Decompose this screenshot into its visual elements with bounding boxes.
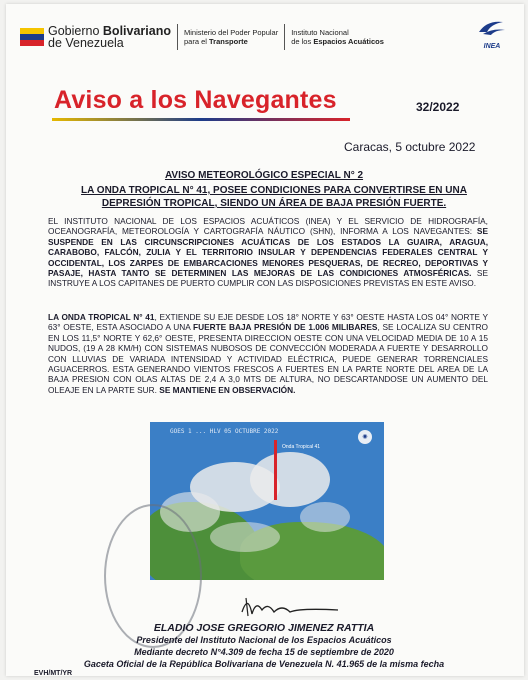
paragraph-2: LA ONDA TROPICAL N° 41, EXTIENDE SU EJE DESDE LOS 18° NORTE Y 63° OESTE HASTA LOS 04° NORTE Y 63° OESTE, ESTA ASOCIADO A UNA FUERTE BAJA PRESIÓN DE 1.006 MILIBARES, SE LOCALIZA SU CENTRO EN LOS 11,5° NORTE Y 62,6° OESTE, PRESENTA DIRECCION OESTE CON UNA VELOCIDAD MEDIA DE 10 A 15 NUDOS, (19 A 28 KM/H) CON SISTEMAS NUBOSOS DE CONVECCIÓN MODERADA A FUERTE Y DESARROLLO CON LLUVIAS DE VARIADA INTENSIDAD Y ACTIVIDAD ELÉCTRICA, PUEDE GENERAR TORRENCIALES AGUACERROS. ESTA GENERANDO VIENTOS FRESCOS A FUERTES EN LA PARTE NORTE DEL AREA DE LA BAJA PRESION CON OLAS ALTAS DE 2,4 A 3,0 MTS DE ALTURA, NO DESCARTANDOSE UN AUMENTO DEL OLEAJE EN LA PARTE SUR. SE MANTIENE EN OBSERVACIÓN.	[48, 312, 489, 395]
institute-name: Instituto Nacional de los Espacios Acuáticos	[291, 28, 384, 46]
map-cloud	[250, 452, 330, 507]
title-underline	[52, 118, 350, 121]
signature-icon	[238, 590, 344, 620]
tropical-wave-axis	[274, 440, 277, 500]
map-cloud	[300, 502, 350, 532]
venezuela-flag-icon	[20, 28, 44, 46]
notice-subtitle: AVISO METEOROLÓGICO ESPECIAL N° 2	[164, 170, 364, 181]
header-divider	[284, 24, 285, 50]
decree-reference: Mediante decreto N°4.309 de fecha 15 de septiembre de 2020	[134, 647, 394, 657]
ministry-name: Ministerio del Poder Popular para el Transporte	[183, 28, 279, 46]
signer-name: ELADIO JOSE GREGORIO JIMENEZ RATTIA	[153, 622, 375, 634]
notice-date: Caracas, 5 octubre 2022	[344, 140, 476, 154]
notice-number: 32/2022	[416, 100, 460, 114]
map-caption: GOES 1 ... HLV 05 OCTUBRE 2022	[170, 428, 279, 435]
gobierno-name: Gobierno Bolivariano de Venezuela	[48, 24, 171, 50]
document-title: Aviso a los Navegantes	[54, 86, 337, 114]
document-page	[6, 4, 524, 676]
signer-title: Presidente del Instituto Nacional de los Espacios Acuáticos	[136, 635, 392, 645]
letterhead	[20, 18, 510, 56]
map-label: Onda Tropical 41	[282, 444, 321, 450]
inea-logo: INEA	[474, 18, 510, 50]
header-divider	[177, 24, 178, 50]
initials-reference: EVH/MT/YR	[34, 670, 73, 677]
notice-headline: LA ONDA TROPICAL N° 41, POSEE CONDICIONES PARA CONVERTIRSE EN UNA DEPRESIÓN TROPICAL, SIENDO UN ÁREA DE BAJA PRESIÓN FUERTE.	[81, 185, 467, 209]
map-cloud	[210, 522, 280, 552]
shn-logo-icon: ◉	[358, 430, 372, 444]
gaceta-reference: Gaceta Oficial de la República Bolivariana de Venezuela N. 41.965 de la misma fecha	[83, 659, 445, 669]
inea-wave-icon	[477, 18, 507, 38]
paragraph-1: EL INSTITUTO NACIONAL DE LOS ESPACIOS ACUÁTICOS (INEA) Y EL SERVICIO DE HIDROGRAFÍA, OCEANOGRAFÍA, METEOROLOGÍA Y CARTOGRAFÍA NÁUTICO (SHN), INFORMA A LOS NAVEGANTES: SE SUSPENDE EN LAS CIRCUNSCRIPCIONES ACUÁTICAS DE LOS ESTADOS LA GUAIRA, ARAGUA, CARABOBO, FALCÓN, ZULIA Y EL TERRITORIO INSULAR Y DEPENDENCIAS FEDERALES CENTRAL Y OCCIDENTAL, LOS ZARPES DE EMBARCACIONES MENORES PESQUERAS, DE RECREO, DEPORTIVAS Y PASAJE, HASTA TANTO SE DETERMINEN LAS MEJORAS DE LAS CONDICIONES ATMOSFÉRICAS. SE INSTRUYE A LOS CAPITANES DE PUERTO CUMPLIR CON LAS DISPOSICIONES PREVISTAS EN ESTE AVISO.	[48, 216, 488, 289]
